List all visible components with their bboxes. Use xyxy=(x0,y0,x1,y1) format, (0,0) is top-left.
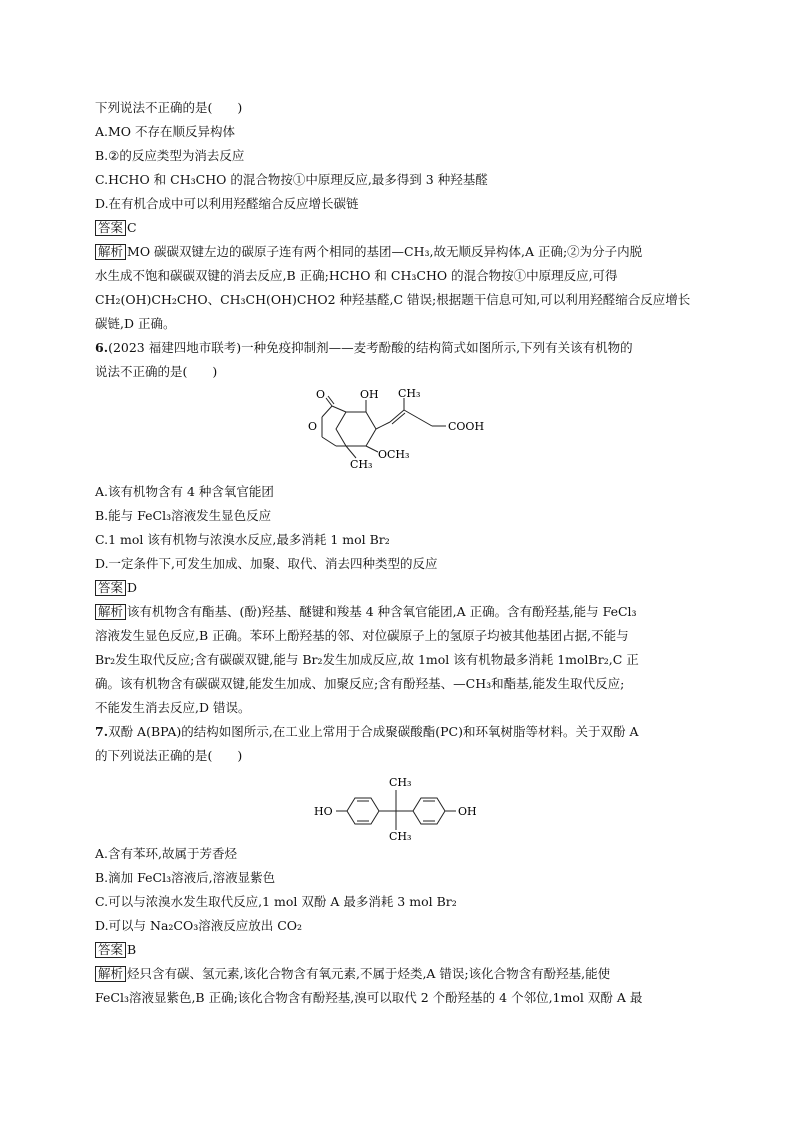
q7-option-d: D.可以与 Na₂CO₃溶液反应放出 CO₂ xyxy=(95,918,303,933)
methyl-top-label: CH₃ xyxy=(398,388,421,400)
analysis-tag: 解析 xyxy=(95,966,126,982)
q5-option-c: C.HCHO 和 CH₃CHO 的混合物按①中原理反应,最多得到 3 种羟基醛 xyxy=(95,172,488,187)
q6-analysis-line-3: Br₂发生取代反应;含有碳碳双键,能与 Br₂发生加成反应,故 1mol 该有机物最多消耗 1molBr₂,C 正 xyxy=(95,652,639,667)
q5-option-b: B.②的反应类型为消去反应 xyxy=(95,148,245,163)
q6-option-a: A.该有机物含有 4 种含氧官能团 xyxy=(95,484,274,499)
q7-stem-line-1: 7.双酚 A(BPA)的结构如图所示,在工业上常用于合成聚碳酸酯(PC)和环氧树脂等材料。关于双酚 A xyxy=(95,724,639,739)
q6-option-d: D.一定条件下,可发生加成、加聚、取代、消去四种类型的反应 xyxy=(95,556,438,571)
q7-stem-line-2: 的下列说法正确的是( ) xyxy=(95,748,243,763)
q5-option-a: A.MO 不存在顺反异构体 xyxy=(95,124,236,139)
q7-number: 7. xyxy=(95,724,109,739)
ring-oxygen-label: O xyxy=(308,420,318,433)
hydroxyl-left-label: HO xyxy=(314,805,333,818)
q7-answer: B xyxy=(127,942,137,957)
q6-stem-line-2: 说法不正确的是( ) xyxy=(95,364,218,379)
q6-analysis-line-4: 确。该有机物含有碳碳双键,能发生加成、加聚反应;含有酚羟基、—CH₃和酯基,能发生取代反应; xyxy=(95,676,625,691)
answer-tag: 答案 xyxy=(95,220,126,236)
mycophenolic-acid-structure xyxy=(300,388,490,470)
q5-answer-row xyxy=(95,220,705,236)
q5-analysis-line-1: 解析 MO 碳碳双键左边的碳原子连有两个相同的基团—CH₃,故无顺反异构体,A 正确;②为分子内脱 xyxy=(95,244,705,260)
q6-option-b: B.能与 FeCl₃溶液发生显色反应 xyxy=(95,508,272,523)
methoxy-label: OCH₃ xyxy=(378,448,410,461)
q5-stem: 下列说法不正确的是( ) xyxy=(95,100,243,115)
bisphenol-a-structure xyxy=(310,774,490,840)
q5-option-d: D.在有机合成中可以利用羟醛缩合反应增长碳链 xyxy=(95,196,359,211)
answer-tag: 答案 xyxy=(95,942,126,958)
q7-analysis-line-1: 解析 烃只含有碳、氢元素,该化合物含有氧元素,不属于烃类,A 错误;该化合物含有酚羟基,能使 xyxy=(95,966,705,982)
analysis-tag: 解析 xyxy=(95,604,126,620)
q6-analysis-line-2: 溶液发生显色反应,B 正确。苯环上酚羟基的邻、对位碳原子上的氢原子均被其他基团占据,不能与 xyxy=(95,628,629,643)
methyl-bottom-label: CH₃ xyxy=(350,458,373,470)
q6-option-c: C.1 mol 该有机物与浓溴水反应,最多消耗 1 mol Br₂ xyxy=(95,532,390,547)
q6-answer: D xyxy=(127,580,138,595)
carbonyl-oxygen-label: O xyxy=(316,388,326,401)
q6-analysis-line-5: 不能发生消去反应,D 错误。 xyxy=(95,700,251,715)
q5-answer: C xyxy=(127,220,137,235)
q7-answer-row xyxy=(95,942,705,958)
analysis-tag: 解析 xyxy=(95,244,126,260)
q7-analysis-line-2: FeCl₃溶液显紫色,B 正确;该化合物含有酚羟基,溴可以取代 2 个酚羟基的 4 个邻位,1mol 双酚 A 最 xyxy=(95,990,643,1005)
answer-tag: 答案 xyxy=(95,580,126,596)
q5-analysis-line-2: 水生成不饱和碳碳双键的消去反应,B 正确;HCHO 和 CH₃CHO 的混合物按①中原理反应,可得 xyxy=(95,268,618,283)
carboxyl-label: COOH xyxy=(448,420,485,433)
q7-option-c: C.可以与浓溴水发生取代反应,1 mol 双酚 A 最多消耗 3 mol Br₂ xyxy=(95,894,457,909)
q6-number: 6. xyxy=(95,340,109,355)
q6-answer-row xyxy=(95,580,705,596)
q6-analysis-line-1: 解析 该有机物含有酯基、(酚)羟基、醚键和羧基 4 种含氧官能团,A 正确。含有酚羟基,能与 FeCl₃ xyxy=(95,604,705,620)
hydroxyl-right-label: OH xyxy=(458,805,477,818)
q7-option-b: B.滴加 FeCl₃溶液后,溶液显紫色 xyxy=(95,870,276,885)
q5-analysis-line-4: 碳链,D 正确。 xyxy=(95,316,176,331)
methyl-bottom-label: CH₃ xyxy=(389,830,412,840)
q5-analysis-line-3: CH₂(OH)CH₂CHO、CH₃CH(OH)CHO2 种羟基醛,C 错误;根据题干信息可知,可以利用羟醛缩合反应增长 xyxy=(95,292,691,307)
hydroxyl-label: OH xyxy=(360,388,379,401)
q6-stem-line-1: 6.(2023 福建四地市联考)一种免疫抑制剂——麦考酚酸的结构简式如图所示,下列有关该有机物的 xyxy=(95,340,633,355)
methyl-top-label: CH₃ xyxy=(389,776,412,789)
q7-option-a: A.含有苯环,故属于芳香烃 xyxy=(95,846,237,861)
